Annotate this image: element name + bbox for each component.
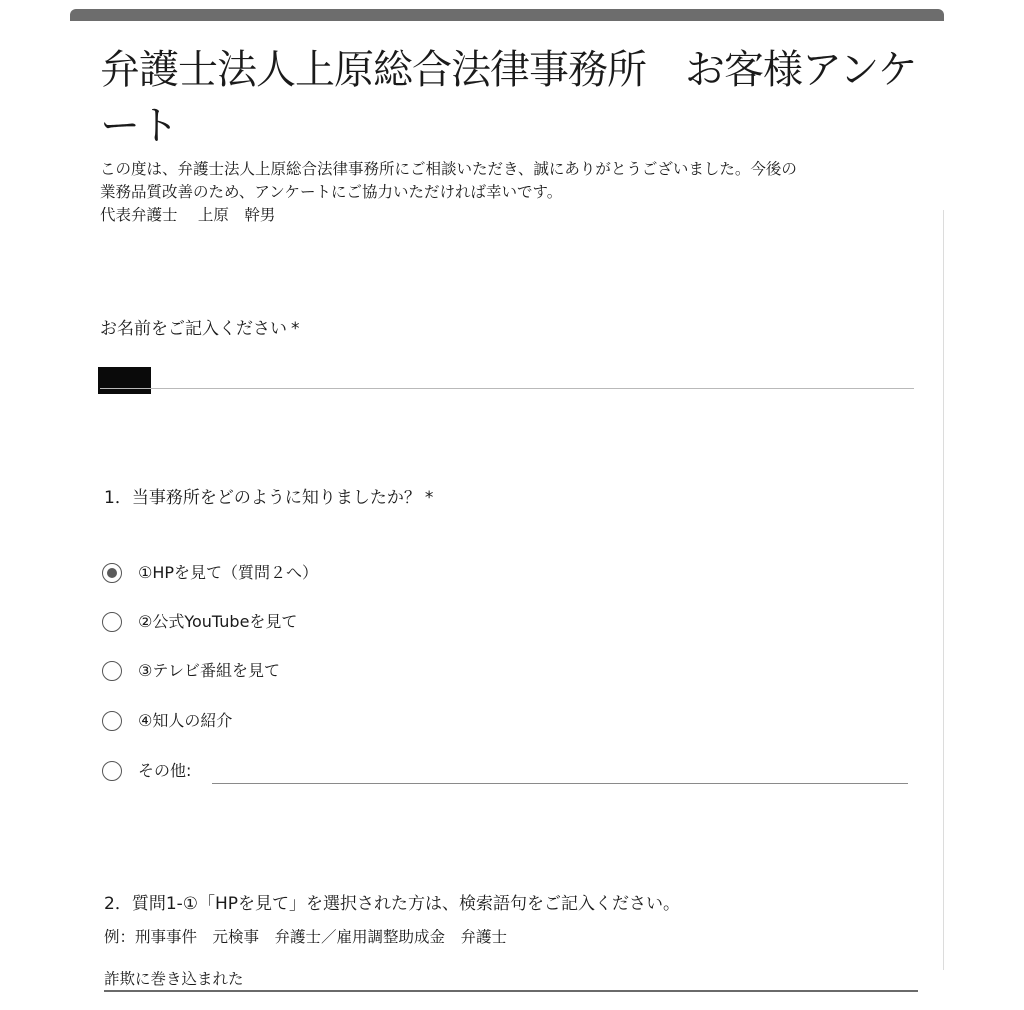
question2-answer-value: 詐欺に巻き込まれた (104, 970, 244, 988)
radio-button[interactable] (102, 661, 122, 681)
required-mark: * (291, 319, 300, 339)
radio-button[interactable] (102, 612, 122, 632)
question1-option-tv[interactable] (102, 658, 280, 684)
description-line: 業務品質改善のため、アンケートにご協力いただければ幸いです。 (100, 183, 563, 201)
question2-label: 2．質問1-①「HPを見て」を選択された方は、検索語句をご記入ください。 (104, 894, 681, 914)
question1-text: 1．当事務所をどのように知りましたか？ (104, 488, 421, 508)
description-line: この度は、弁護士法人上原総合法律事務所にご相談いただき、誠にありがとうございました。今後の (100, 160, 797, 178)
option-label: ③テレビ番組を見て (138, 661, 281, 680)
option-label: ①HPを見て（質問２へ） (138, 563, 319, 582)
option-label: ②公式YouTubeを見て (138, 612, 298, 631)
required-mark: * (424, 488, 434, 508)
question1-label (104, 486, 433, 510)
radio-button-selected[interactable] (102, 563, 122, 583)
description-signature: 代表弁護士 上原 幹男 (100, 206, 276, 224)
option-label: その他: (138, 761, 192, 780)
question1-option-hp[interactable] (102, 560, 318, 586)
other-text-input[interactable] (212, 783, 908, 784)
question1-option-other[interactable] (102, 758, 191, 784)
question1-option-referral[interactable] (102, 708, 232, 734)
form-header-bar (70, 9, 944, 21)
name-question-text: お名前をご記入ください (100, 319, 287, 339)
page-edge-line (943, 210, 944, 970)
name-input[interactable] (100, 388, 914, 389)
question2-answer-input[interactable] (104, 990, 918, 992)
form-title: 弁護士法人上原総合法律事務所 お客様アンケート (100, 47, 917, 149)
redacted-name-value (98, 367, 151, 394)
option-label: ④知人の紹介 (138, 711, 233, 730)
question1-option-youtube[interactable] (102, 609, 297, 635)
name-question-label (100, 317, 300, 341)
radio-dot (107, 568, 117, 578)
radio-button[interactable] (102, 711, 122, 731)
question2-example: 例：刑事事件 元検事 弁護士／雇用調整助成金 弁護士 (104, 928, 508, 946)
form-description (100, 158, 930, 227)
radio-button[interactable] (102, 761, 122, 781)
